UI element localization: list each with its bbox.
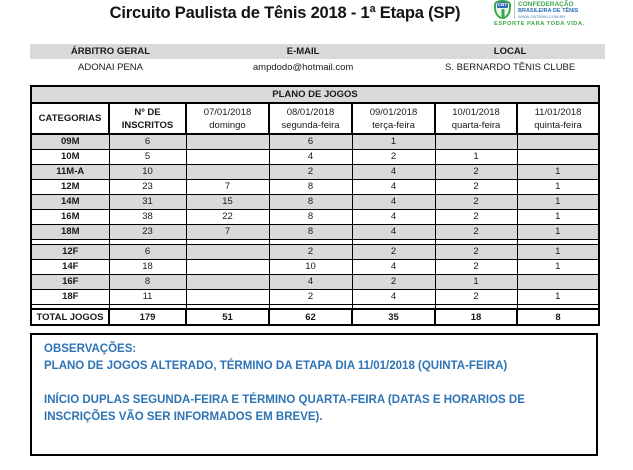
games-count (186, 289, 269, 304)
logo-line-brasileira: BRASILEIRA DE TÊNIS (518, 7, 579, 14)
local-value: S. BERNARDO TÊNIS CLUBE (445, 62, 576, 73)
page-title: Circuito Paulista de Tênis 2018 - 1ª Etapa (SP) (109, 4, 461, 22)
inscritos-header-line2: INSCRITOS (121, 119, 174, 131)
day-header-3 (435, 103, 517, 134)
day-header-1-date: 08/01/2018 (286, 106, 335, 118)
games-count: 10 (269, 259, 352, 274)
games-count (186, 149, 269, 164)
categories-header: CATEGORIAS (31, 103, 109, 134)
category-label: 14M (31, 194, 109, 209)
category-label: 12M (31, 179, 109, 194)
day-header-3-date: 10/01/2018 (452, 106, 500, 118)
day-header-0-date: 07/01/2018 (203, 106, 252, 118)
category-label: 18M (31, 224, 109, 239)
logo-divider (514, 0, 515, 19)
games-count: 1 (517, 194, 599, 209)
games-count: 2 (269, 244, 352, 259)
plan-title: PLANO DE JOGOS (31, 86, 599, 103)
day-header-0-day: domingo (209, 119, 246, 131)
games-count: 1 (517, 179, 599, 194)
cbt-badge-text: CBT (497, 2, 508, 7)
games-count: 7 (186, 224, 269, 239)
games-count: 10 (109, 164, 186, 179)
observations-line-1: PLANO DE JOGOS ALTERADO, TÉRMINO DA ETAPA DIA 11/01/2018 (QUINTA-FEIRA) (44, 360, 508, 372)
games-count: 6 (109, 134, 186, 149)
games-count: 1 (517, 209, 599, 224)
games-count: 2 (435, 259, 517, 274)
games-count: 2 (435, 244, 517, 259)
category-row-12F (31, 244, 599, 259)
games-count: 2 (352, 149, 435, 164)
games-count (186, 259, 269, 274)
games-count: 4 (352, 289, 435, 304)
games-count (186, 274, 269, 289)
day-header-3-day: quarta-feira (451, 119, 501, 131)
games-count: 1 (517, 289, 599, 304)
games-count: 4 (352, 194, 435, 209)
games-count: 23 (109, 224, 186, 239)
observations-title: OBSERVAÇÕES: (44, 343, 137, 355)
plan-table-body (31, 134, 599, 309)
arbitro-geral-value: ADONAI PENA (78, 62, 143, 73)
logo-line-website: WWW.CBTENIS.COM.BR (518, 13, 566, 19)
day-header-2-day: terça-feira (372, 119, 415, 131)
games-count: 2 (352, 244, 435, 259)
arbitro-geral-label: ÁRBITRO GERAL (70, 46, 151, 57)
observations-line-2: INÍCIO DUPLAS SEGUNDA-FEIRA E TÉRMINO QUARTA-FEIRA (DATAS E HORARIOS DE INSCRIÇÕES VÃO SER INFORMADOS EM BREVE). (44, 394, 525, 423)
plan-title-row (31, 86, 599, 103)
games-count: 1 (435, 274, 517, 289)
column-header-row (31, 103, 599, 134)
category-label: 09M (31, 134, 109, 149)
day-header-2-date: 09/01/2018 (369, 106, 418, 118)
cbt-logo (494, 0, 610, 27)
total-day-2: 35 (352, 309, 435, 325)
games-count (517, 134, 599, 149)
total-day-1: 62 (269, 309, 352, 325)
logo-line-confederacao: CONFEDERAÇÃO (518, 0, 574, 8)
day-header-1 (269, 103, 352, 134)
category-label: 14F (31, 259, 109, 274)
category-label: 10M (31, 149, 109, 164)
category-row-14M (31, 194, 599, 209)
day-header-1-day: segunda-feira (281, 119, 340, 131)
category-row-16M (31, 209, 599, 224)
category-label: 16M (31, 209, 109, 224)
games-count: 15 (186, 194, 269, 209)
games-count: 31 (109, 194, 186, 209)
total-inscritos: 179 (109, 309, 186, 325)
info-band (30, 44, 605, 76)
email-label: E-MAIL (286, 46, 320, 57)
category-row-14F (31, 259, 599, 274)
games-count: 38 (109, 209, 186, 224)
observations-box (30, 333, 598, 456)
games-count: 4 (269, 274, 352, 289)
total-label: TOTAL JOGOS (31, 309, 109, 325)
email-value: ampdodo@hotmail.com (252, 62, 354, 73)
games-count: 2 (269, 164, 352, 179)
games-count: 1 (517, 259, 599, 274)
games-count: 1 (352, 134, 435, 149)
day-header-4 (517, 103, 599, 134)
games-count: 1 (517, 244, 599, 259)
games-count: 2 (352, 274, 435, 289)
category-label: 12F (31, 244, 109, 259)
games-count: 8 (269, 194, 352, 209)
games-count (435, 134, 517, 149)
games-count (186, 134, 269, 149)
day-header-2 (352, 103, 435, 134)
inscritos-header-line1: Nº DE (134, 106, 161, 118)
games-count: 4 (352, 224, 435, 239)
day-header-4-date: 11/01/2018 (534, 106, 582, 118)
games-count: 7 (186, 179, 269, 194)
category-row-18F (31, 289, 599, 304)
category-label: 11M-A (31, 164, 109, 179)
document-header (0, 0, 633, 44)
games-count: 18 (109, 259, 186, 274)
games-count: 6 (109, 244, 186, 259)
games-count: 22 (186, 209, 269, 224)
games-count (517, 274, 599, 289)
day-header-4-day: quinta-feira (534, 119, 582, 131)
category-row-16F (31, 274, 599, 289)
category-label: 16F (31, 274, 109, 289)
total-row (31, 309, 599, 325)
games-count (186, 164, 269, 179)
games-count: 8 (269, 209, 352, 224)
info-labels-row (30, 44, 605, 59)
games-count: 6 (269, 134, 352, 149)
cbt-logo-row (494, 0, 578, 19)
category-row-18M (31, 224, 599, 239)
category-row-11M-A (31, 164, 599, 179)
games-count: 4 (269, 149, 352, 164)
games-count (517, 149, 599, 164)
games-count: 1 (517, 224, 599, 239)
games-count: 4 (352, 209, 435, 224)
local-label: LOCAL (493, 46, 527, 57)
category-label: 18F (31, 289, 109, 304)
games-count: 2 (435, 224, 517, 239)
plan-table (30, 85, 600, 326)
games-count: 23 (109, 179, 186, 194)
cbt-shield-icon (494, 0, 511, 19)
games-count: 1 (435, 149, 517, 164)
games-count: 2 (269, 289, 352, 304)
games-count (186, 244, 269, 259)
games-count: 8 (269, 179, 352, 194)
total-day-0: 51 (186, 309, 269, 325)
games-count: 4 (352, 259, 435, 274)
games-count: 2 (435, 164, 517, 179)
total-day-3: 18 (435, 309, 517, 325)
logo-text-block (518, 0, 578, 19)
total-day-4: 8 (517, 309, 599, 325)
info-values-row (30, 59, 605, 76)
games-count: 2 (435, 289, 517, 304)
games-count: 2 (435, 179, 517, 194)
games-count: 4 (352, 179, 435, 194)
games-count: 2 (435, 194, 517, 209)
day-header-0 (186, 103, 269, 134)
games-count: 1 (517, 164, 599, 179)
category-row-09M (31, 134, 599, 149)
logo-tagline: ESPORTE PARA TODA VIDA. (494, 21, 585, 27)
games-count: 5 (109, 149, 186, 164)
category-row-12M (31, 179, 599, 194)
games-count: 11 (109, 289, 186, 304)
games-count: 2 (435, 209, 517, 224)
games-count: 8 (269, 224, 352, 239)
games-count: 8 (109, 274, 186, 289)
games-count: 4 (352, 164, 435, 179)
inscritos-header (109, 103, 186, 134)
category-row-10M (31, 149, 599, 164)
